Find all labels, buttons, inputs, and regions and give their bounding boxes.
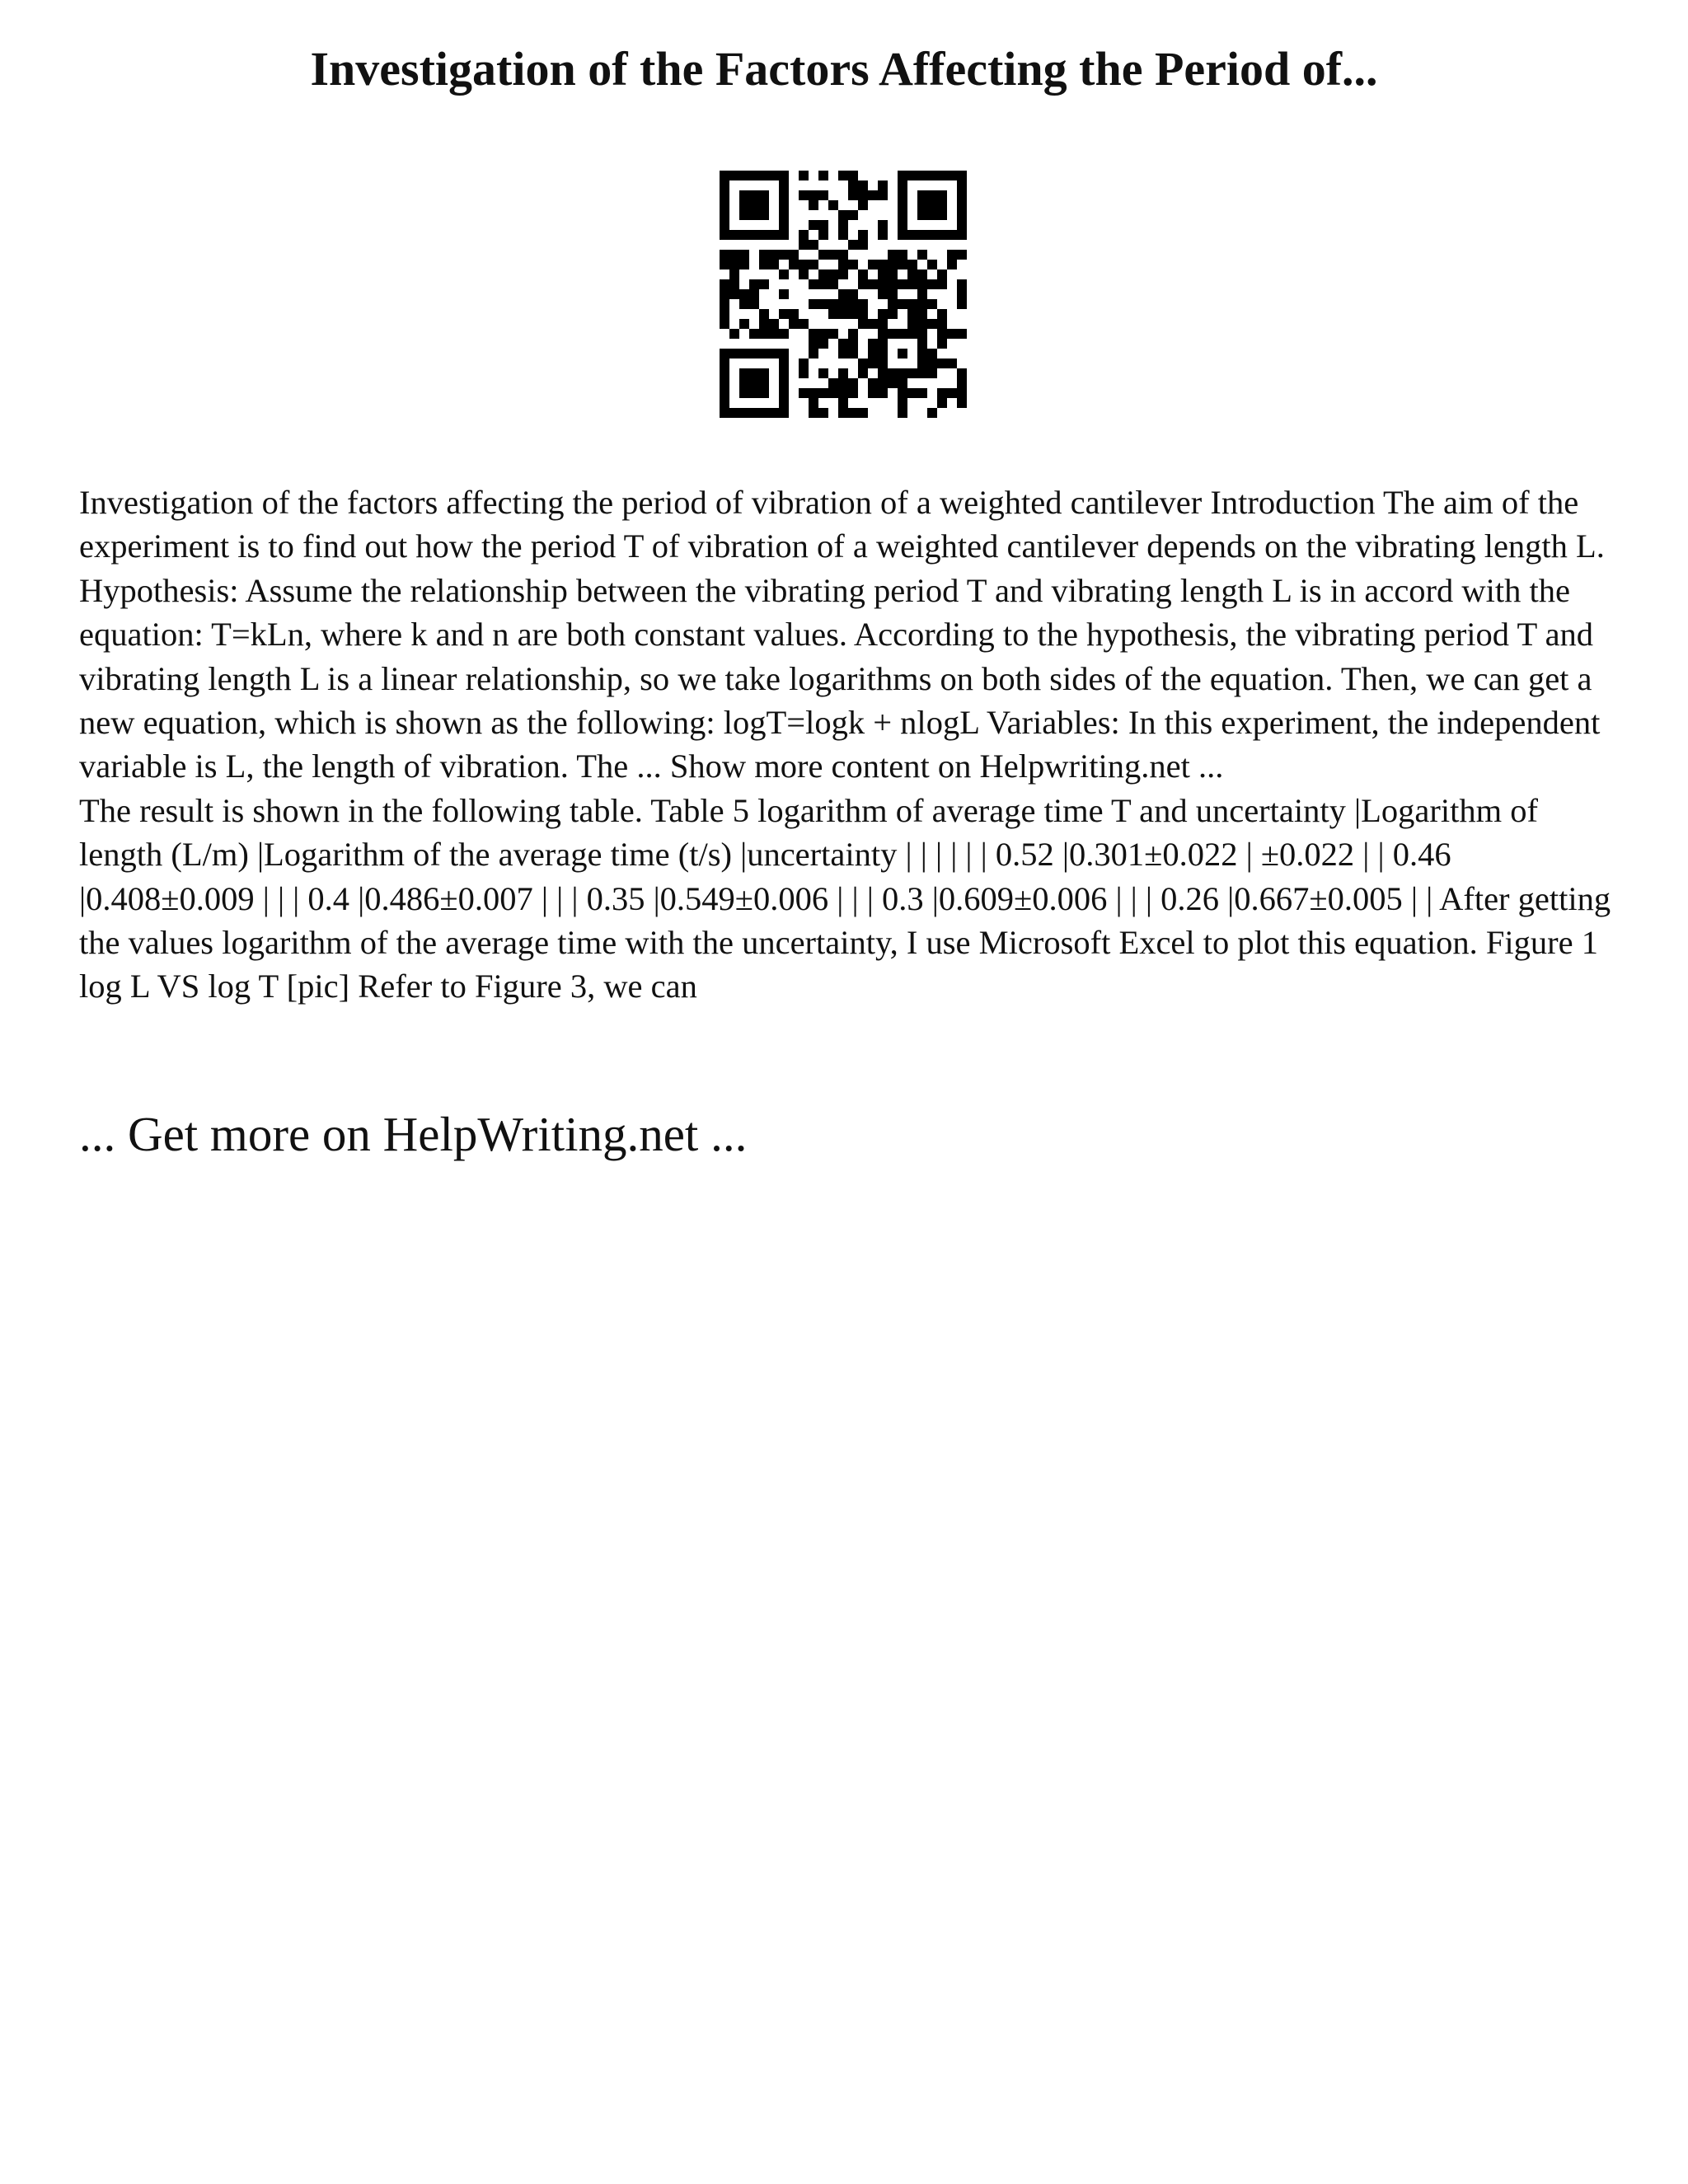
paragraph-results: The result is shown in the following table. Table 5 logarithm of average time T and uncertainty |Logarithm of length (L/m) |Logarithm of the average time (t/s) |uncertainty | | | | | | 0.52 |0.301±0.022 | ±0.022 | | 0.46 |0.408±0.009 | | | 0.4 |0.486±0.007 | | | 0.35 |0.549±0.006 | | | 0.3 |0.609±0.006 | | | 0.26 |0.667±0.005 | | After getting the values logarithm of the average time with the uncertainty, I use Microsoft Excel to plot this equation. Figure 1 log L VS log T [pic] Refer to Figure 3, we can [79,791,1611,1005]
get-more-link[interactable]: ... Get more on HelpWriting.net ... [79,1107,748,1161]
article-body [79,480,1612,1009]
page-title: Investigation of the Factors Affecting the Period of... [310,42,1378,96]
paragraph-introduction: Investigation of the factors affecting the period of vibration of a weighted cantilever Introduction The aim of the experiment is to find out how the period T of vibration of a weighted cantilever depends on the vibrating length L. Hypothesis: Assume the relationship between the vibrating period T and vibrating length L is in accord with the equation: T=kLn, where k and n are both constant values. According to the hypothesis, the vibrating period T and vibrating length L is a linear relationship, so we take logarithms on both sides of the equation. Then, we can get a new equation, which is shown as the following: logT=logk + nlogL Variables: In this experiment, the independent variable is L, the length of vibration. The ... Show more content on Helpwriting.net ... [79,484,1605,785]
qr-code-icon [720,171,967,418]
